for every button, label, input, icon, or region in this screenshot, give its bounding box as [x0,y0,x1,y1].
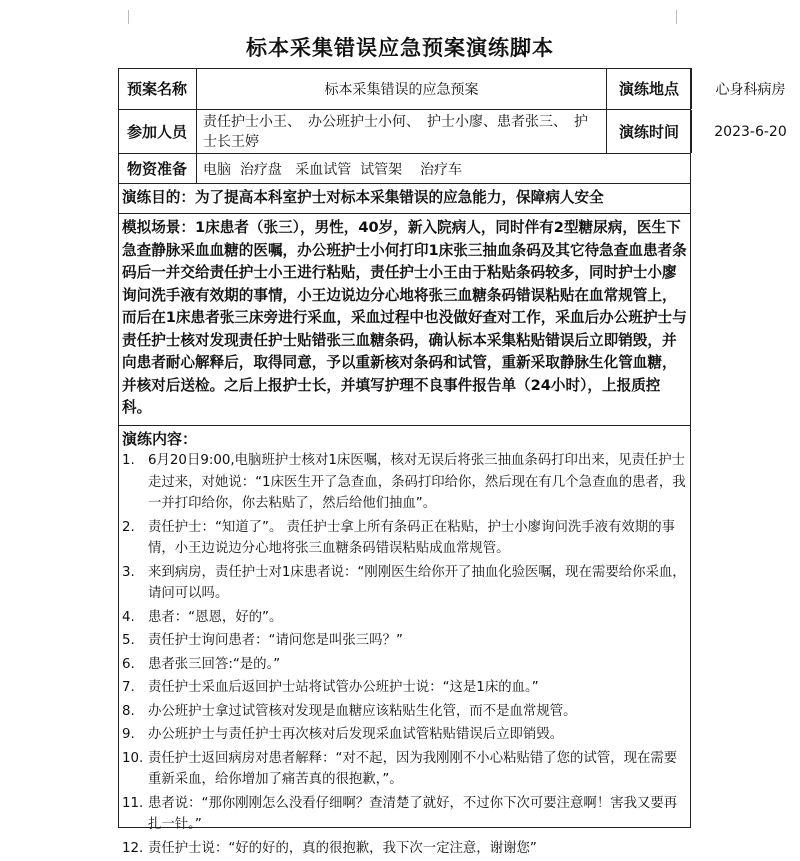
list-item-number: 5. [122,633,135,648]
list-item-number: 1. [122,453,135,468]
page-corner-mark-right [676,10,687,24]
list-item-text: 6月20日9:00,电脑班护士核对1床医嘱，核对无误后将张三抽血条码打印出来，见责任护士走过来，对她说：“1床医生开了急查血，条码打印给你，然后现在有几个急查血的患者，我一并打印给你，你去粘贴了，然后给他们抽血”。 [148,453,686,511]
location-label: 演练地点 [607,68,692,109]
list-item [118,517,691,560]
purpose-text: 演练目的：为了提高本科室护士对标本采集错误的应急能力，保障病人安全 [118,184,691,214]
table-row-plan [118,68,786,110]
list-item-text: 患者张三回答:“是的。” [148,656,281,672]
list-item-text: 办公班护士拿过试管核对发现是血糖应该粘贴生化管，而不是血常规管。 [148,703,577,719]
list-item [118,748,691,791]
list-item [118,793,691,836]
list-item [118,701,691,723]
list-item-text: 患者说：“那你刚刚怎么没看仔细啊？查清楚了就好，不过你下次可要注意啊！害我又要再扎一针。” [148,795,678,832]
list-item-number: 12. [122,840,144,856]
list-item-text: 责任护士采血后返回护士站将试管办公班护士说：“这是1床的血。” [148,680,539,695]
table-row-materials [118,154,691,184]
list-item-number: 7. [122,680,135,695]
list-item-number: 8. [122,703,135,719]
list-item-text: 责任护士说：“好的好的，真的很抱歉，我下次一定注意，谢谢您” [148,840,537,856]
list-item-number: 3. [122,564,135,580]
list-item [118,630,691,652]
time-label: 演练时间 [607,110,692,153]
list-item [118,607,691,629]
participants-label: 参加人员 [118,110,197,153]
list-item-text: 患者：“恩恩，好的”。 [148,609,283,625]
list-item [118,654,691,676]
scenario-text: 模拟场景：1床患者（张三），男性，40岁，新入院病人，同时伴有2型糖尿病，医生下急查静脉采血血糖的医嘱，办公班护士小何打印1床张三抽血条码及其它待急查血患者条码后一并交给责任护士小王进行粘贴，责任护士小王由于粘贴条码较多，同时护士小廖询问洗手液有效期的事情，小王边说边分心地将张三血糖条码错误粘贴在血常规管上，而后在1床患者张三床旁进行采血，采血过程中也没做好查对工作，采血后办公班护士与责任护士核对发现责任护士贴错张三血糖条码，确认标本采集粘贴错误后立即销毁，并向患者耐心解释后，取得同意，予以重新核对条码和试管，重新采取静脉生化管血糖，并核对后送检。之后上报护士长，并填写护理不良事件报告单（24小时），上报质控科。 [118,214,691,426]
list-item [118,838,691,860]
table-row-participants [118,110,787,154]
document-title: 标本采集错误应急预案演练脚本 [246,36,554,60]
materials-value: 电脑 治疗盘 采血试管 试管架 治疗车 [203,161,462,178]
plan-name-value: 标本采集错误的应急预案 [197,68,607,109]
page-corner-mark-left [118,10,129,24]
plan-name-label: 预案名称 [118,68,197,109]
list-item-text: 办公班护士与责任护士再次核对后发现采血试管粘贴错误后立即销毁。 [148,727,564,742]
list-item-number: 10. [122,750,144,766]
list-item-text: 来到病房，责任护士对1床患者说：“刚刚医生给你开了抽血化验医嘱，现在需要给你采血，请问可以吗。 [148,564,686,601]
list-item-text: 责任护士询问患者：“请问您是叫张三吗？” [148,633,403,648]
list-item [118,562,691,605]
list-item-text: 责任护士返回病房对患者解释：“对不起，因为我刚刚不小心粘贴错了您的试管，现在需要重新采血，给你增加了痛苦真的很抱歉，”。 [148,750,678,787]
materials-label: 物资准备 [118,154,197,183]
list-item-number: 4. [122,609,135,625]
steps-list [118,450,691,861]
time-value: 2023-6-20 [714,123,787,140]
list-item [118,677,691,699]
list-item-number: 2. [122,519,135,535]
steps-heading: 演练内容： [122,430,198,448]
list-item-text: 责任护士：“知道了”。 责任护士拿上所有条码正在粘贴，护士小廖询问洗手液有效期的事情，小王边说边分心地将张三血糖条码错误粘贴成血常规管。 [148,519,675,556]
list-item-number: 11. [122,795,144,811]
list-item [118,450,691,515]
participants-value: 责任护士小王、 办公班护士小何、 护士小廖、患者张三、 护士长王婷 [197,110,607,153]
list-item [118,724,691,746]
list-item-number: 9. [122,727,135,742]
location-value: 心身科病房 [715,81,786,98]
list-item-number: 6. [122,656,135,672]
